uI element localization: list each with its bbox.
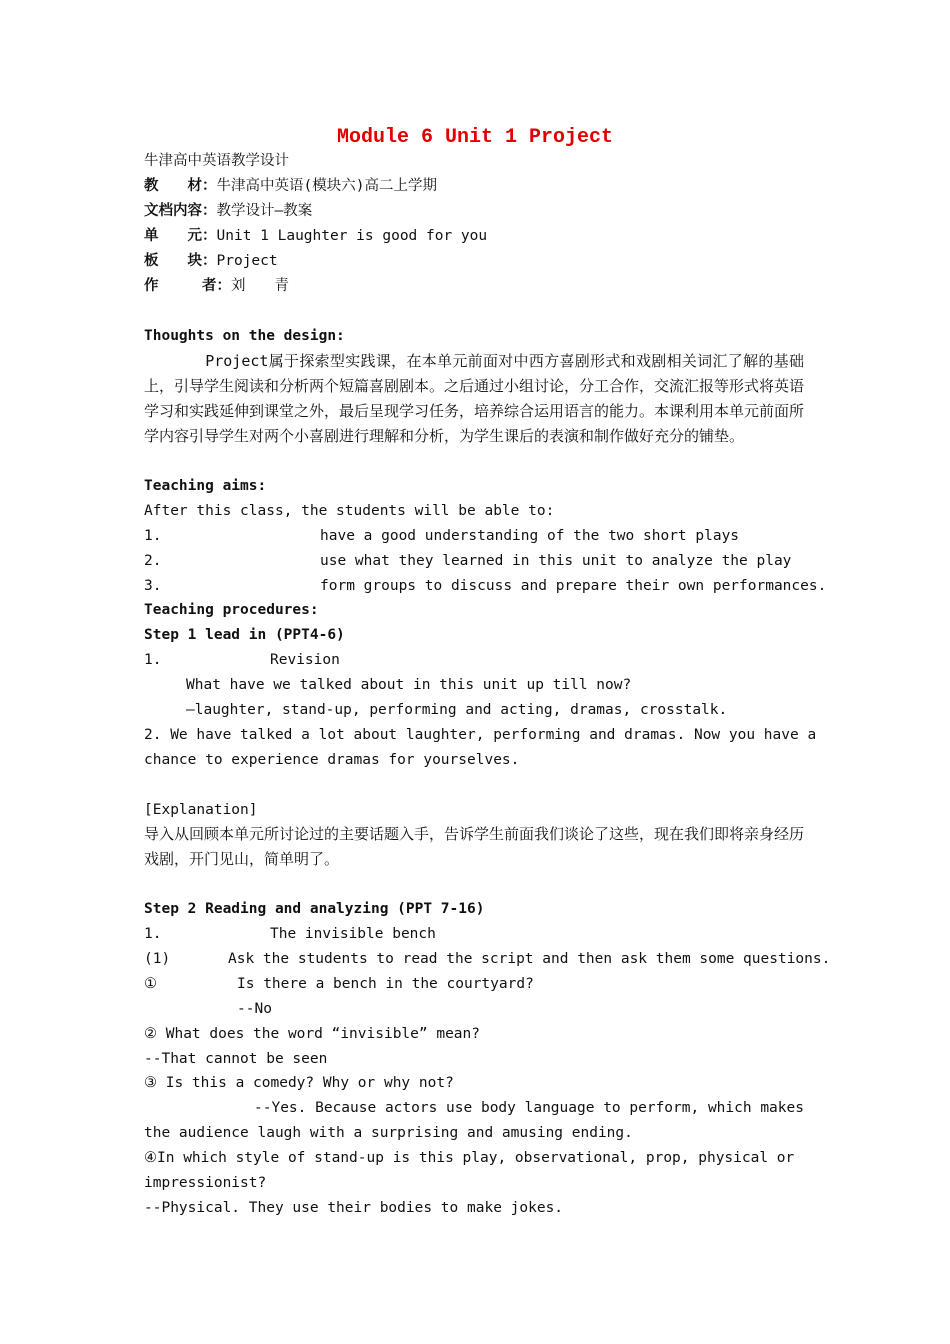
- meta-material-label: 教 材：: [144, 178, 217, 194]
- meta-author-value: 刘 青: [231, 278, 289, 294]
- step1-question: What have we talked about in this unit up till now?: [186, 677, 632, 693]
- step1-answer: —laughter, stand-up, performing and acting, dramas, crosstalk.: [186, 702, 728, 718]
- meta-material-value: 牛津高中英语(模块六)高二上学期: [216, 178, 437, 194]
- aims-item-3-number: 3.: [144, 578, 162, 594]
- step1-item2-line2: chance to experience dramas for yourselves.: [144, 752, 520, 768]
- step2-q2: ② What does the word “invisible” mean?: [144, 1026, 480, 1042]
- meta-unit-label: 单 元：: [144, 228, 217, 244]
- step2-sub1-text: Ask the students to read the script and then ask them some questions.: [228, 951, 831, 967]
- aims-item-1-number: 1.: [144, 528, 162, 544]
- meta-section: [144, 249, 278, 274]
- step1-item2-line1: 2. We have talked a lot about laughter, performing and dramas. Now you have a: [144, 727, 817, 743]
- step2-a3-line2: the audience laugh with a surprising and amusing ending.: [144, 1125, 633, 1141]
- aims-item-3-text: form groups to discuss and prepare their own performances.: [320, 578, 827, 594]
- step1-item1-text: Revision: [270, 652, 340, 668]
- aims-item-2-number: 2.: [144, 553, 162, 569]
- step2-a4: --Physical. They use their bodies to make jokes.: [144, 1200, 564, 1216]
- document-title: Module 6 Unit 1 Project: [336, 126, 614, 149]
- explanation-heading: [Explanation]: [144, 802, 258, 818]
- thoughts-paragraph: Project属于探索型实践课，在本单元前面对中西方喜剧形式和戏剧相关词汇了解的基础上，引导学生阅读和分析两个短篇喜剧剧本。之后通过小组讨论，分工合作，交流汇报等形式将英语学习和实践延伸到课堂之外，最后呈现学习任务，培养综合运用语言的能力。本课利用本单元前面所学内容引导学生对两个小喜剧进行理解和分析，为学生课后的表演和制作做好充分的铺垫。: [144, 352, 805, 445]
- step1-item1-number: 1.: [144, 652, 162, 668]
- aims-intro: After this class, the students will be able to:: [144, 503, 555, 519]
- explanation-text: 导入从回顾本单元所讨论过的主要话题入手，告诉学生前面我们谈论了这些，现在我们即将亲身经历戏剧，开门见山，简单明了。: [144, 825, 805, 868]
- meta-author-label: 作 者：: [144, 278, 231, 294]
- meta-content-value: 教学设计—教案: [216, 203, 313, 219]
- meta-section-value: Project: [216, 253, 278, 269]
- step2-q1-number: ①: [144, 976, 157, 992]
- meta-content-label: 文档内容：: [144, 203, 217, 219]
- step2-q1-text: Is there a bench in the courtyard?: [237, 976, 534, 992]
- meta-section-label: 板 块：: [144, 253, 217, 269]
- step2-heading: Step 2 Reading and analyzing (PPT 7-16): [144, 901, 485, 917]
- step2-a3-line1: --Yes. Because actors use body language to perform, which makes: [254, 1100, 804, 1116]
- meta-material: [144, 174, 437, 199]
- meta-author: [144, 274, 289, 299]
- step2-sub1-number: (1): [144, 951, 171, 967]
- step2-item1-text: The invisible bench: [270, 926, 436, 942]
- aims-heading: Teaching aims:: [144, 478, 267, 494]
- step2-q4-line1: ④In which style of stand-up is this play, observational, prop, physical or: [144, 1150, 795, 1166]
- step1-heading: Step 1 lead in (PPT4-6): [144, 627, 345, 643]
- step2-q3: ③ Is this a comedy? Why or why not?: [144, 1075, 454, 1091]
- step2-q4-line2: impressionist?: [144, 1175, 267, 1191]
- meta-content: [144, 199, 312, 224]
- meta-unit: [144, 224, 487, 249]
- step2-a1: --No: [237, 1001, 272, 1017]
- meta-unit-value: Unit 1 Laughter is good for you: [216, 228, 488, 244]
- procedures-heading: Teaching procedures:: [144, 602, 319, 618]
- step2-item1-number: 1.: [144, 926, 162, 942]
- aims-item-2-text: use what they learned in this unit to analyze the play: [320, 553, 792, 569]
- thoughts-heading: Thoughts on the design:: [144, 328, 345, 344]
- aims-item-1-text: have a good understanding of the two short plays: [320, 528, 740, 544]
- step2-a2: --That cannot be seen: [144, 1051, 328, 1067]
- document-subtitle: 牛津高中英语教学设计: [144, 153, 289, 169]
